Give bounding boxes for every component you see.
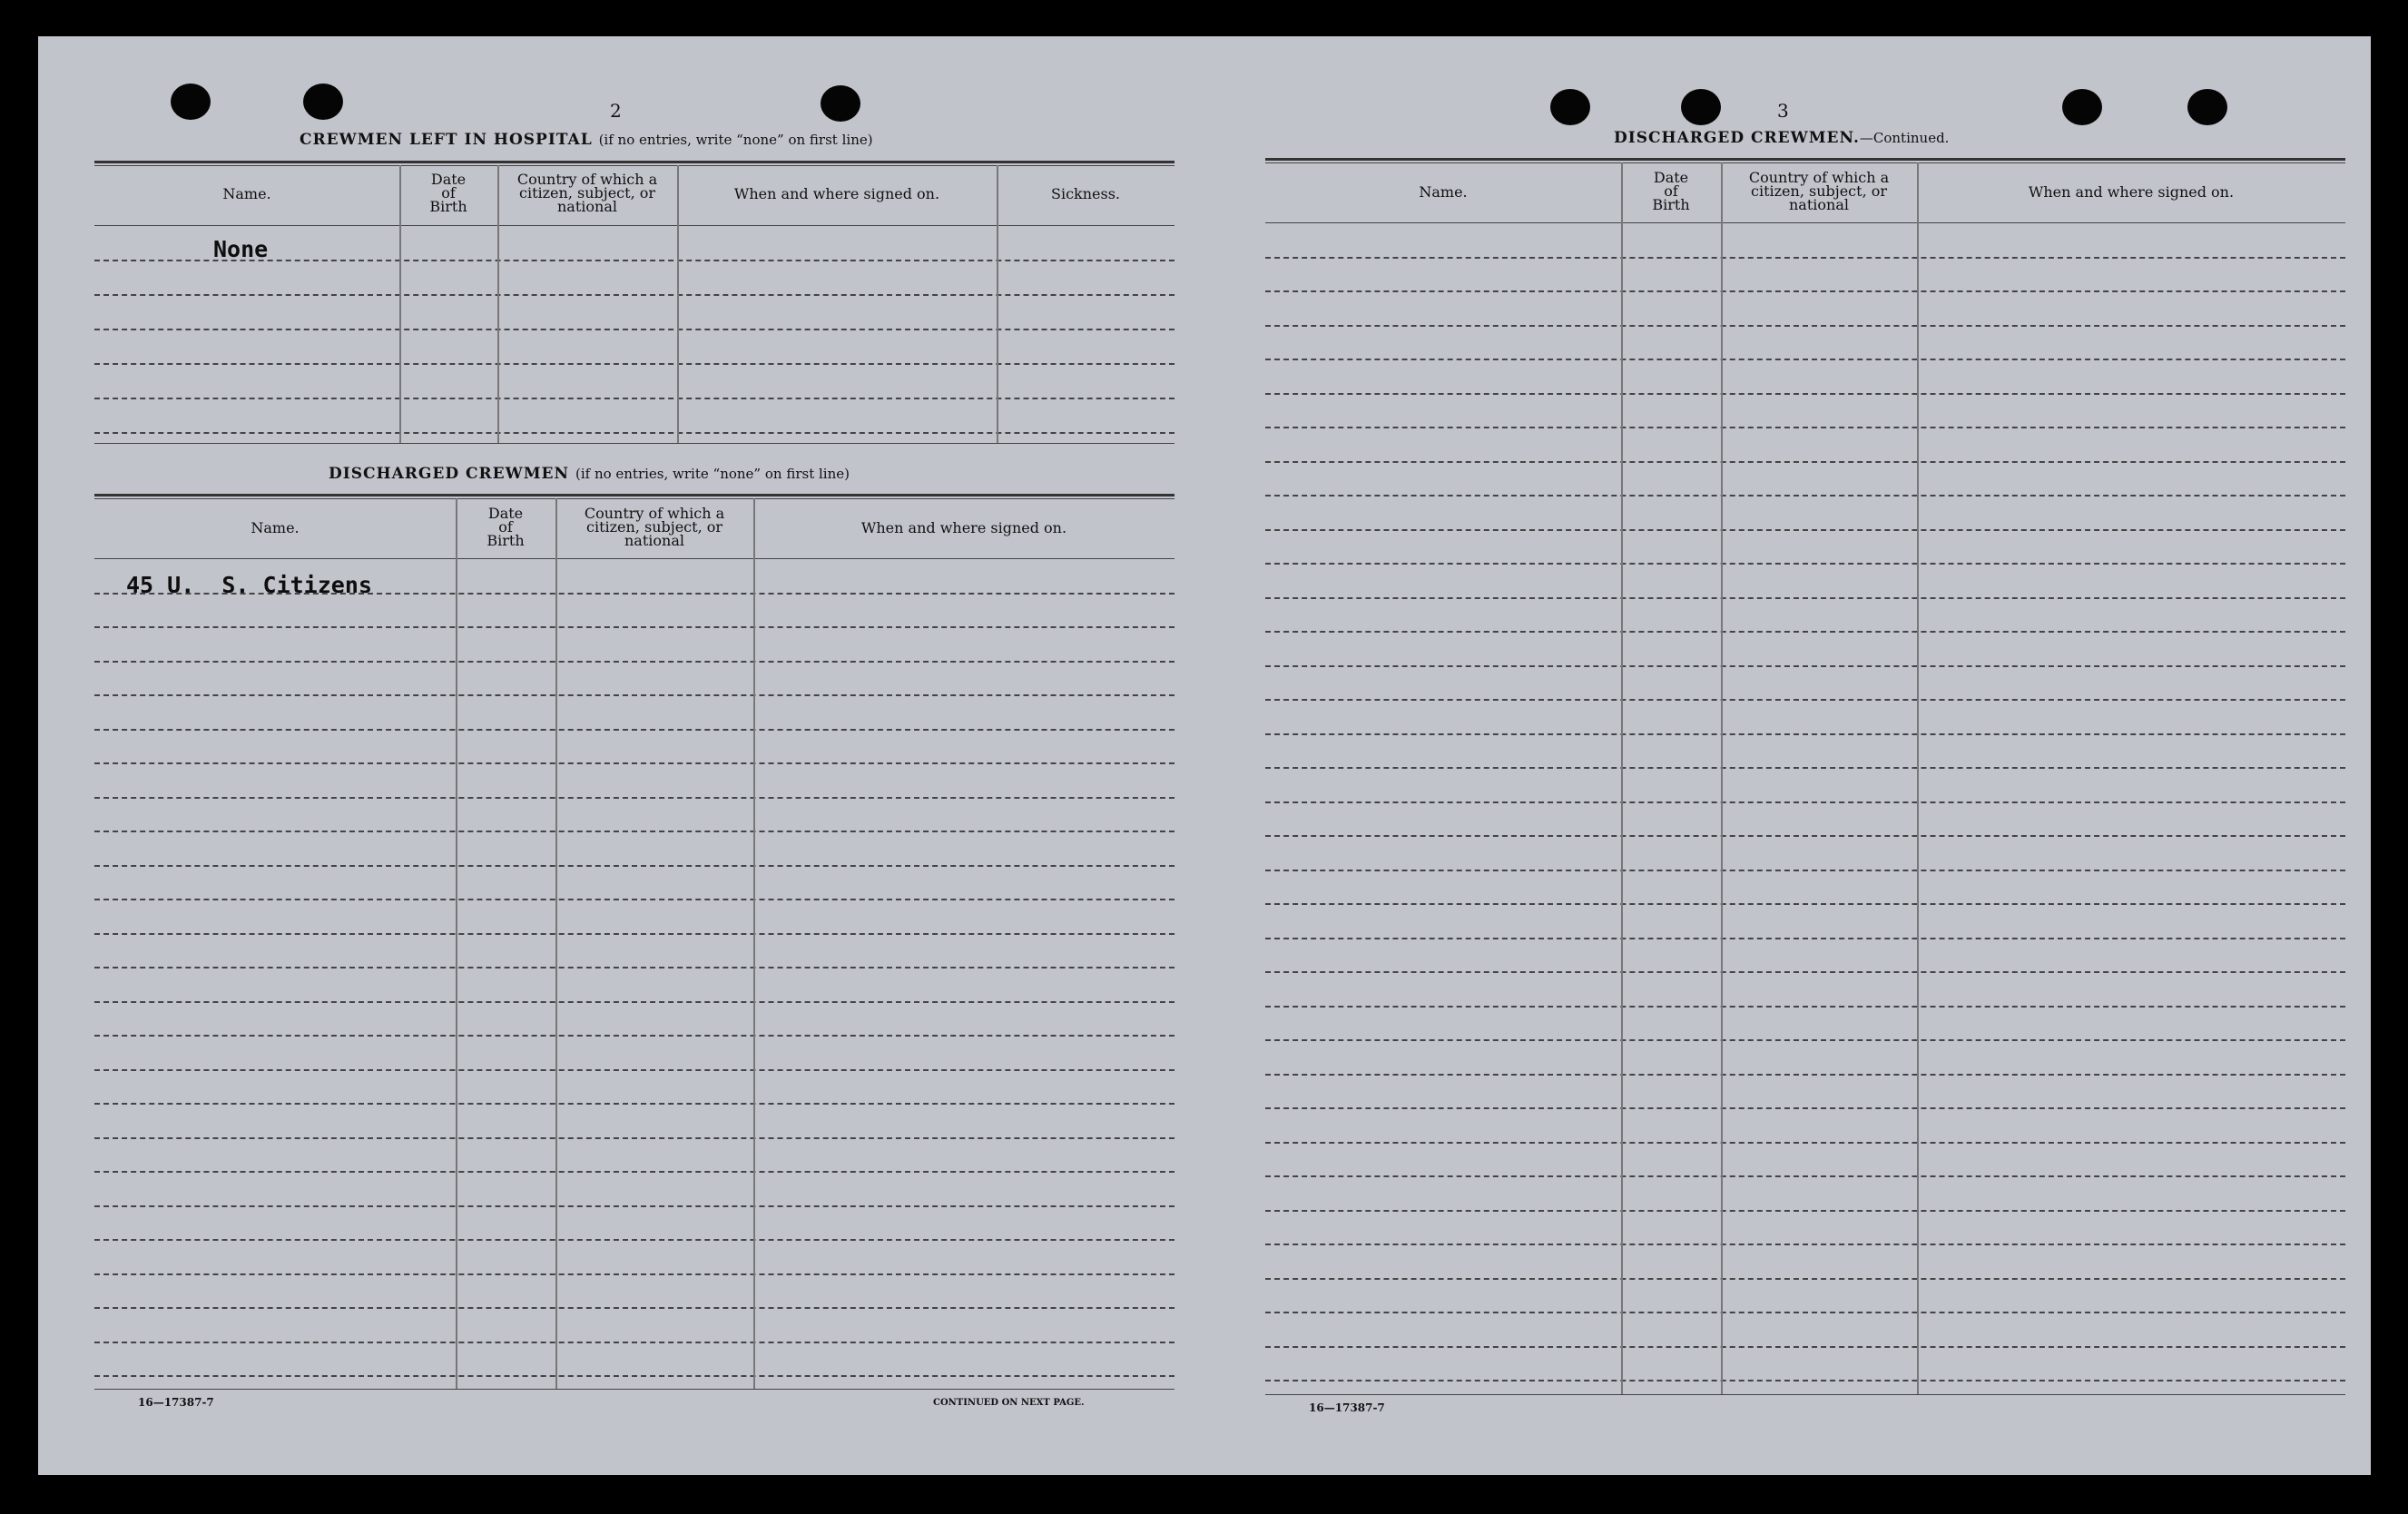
form-number-right: 16—17387-7 bbox=[1309, 1401, 1385, 1414]
right-col-dob: Date of Birth bbox=[1652, 169, 1690, 213]
discharged-col-name: Name. bbox=[251, 519, 300, 536]
ruled-line bbox=[1265, 1142, 2345, 1144]
ruled-line bbox=[1265, 529, 2345, 531]
ruled-line bbox=[94, 1342, 1175, 1343]
right-section-title: DISCHARGED CREWMEN.—Continued. bbox=[1614, 129, 1950, 147]
ruled-line bbox=[1265, 1380, 2345, 1381]
ruled-line bbox=[1265, 1107, 2345, 1109]
punch-hole bbox=[171, 84, 211, 120]
punch-hole bbox=[2062, 89, 2102, 125]
ruled-line bbox=[94, 729, 1175, 731]
discharged-col-dob: Date of Birth bbox=[487, 505, 525, 549]
ruled-line bbox=[94, 865, 1175, 867]
ruled-line bbox=[94, 363, 1175, 365]
hospital-col-country: Country of which a citizen, subject, or national bbox=[516, 171, 658, 215]
ruled-line bbox=[1265, 665, 2345, 667]
ruled-line bbox=[94, 1103, 1175, 1105]
page-number-right: 3 bbox=[1777, 100, 1789, 122]
ruled-line bbox=[94, 762, 1175, 764]
ruled-line bbox=[94, 432, 1175, 434]
discharged-col-signed: When and where signed on. bbox=[860, 519, 1067, 536]
ruled-line bbox=[1265, 1346, 2345, 1348]
ruled-line bbox=[1265, 597, 2345, 599]
ruled-line bbox=[94, 1171, 1175, 1173]
hospital-col-signed: When and where signed on. bbox=[733, 185, 940, 202]
ruled-line bbox=[94, 1137, 1175, 1139]
ruled-line bbox=[94, 1307, 1175, 1309]
ruled-line bbox=[1265, 733, 2345, 735]
continued-note: CONTINUED ON NEXT PAGE. bbox=[933, 1398, 1085, 1408]
ruled-line bbox=[1265, 1312, 2345, 1313]
hospital-col-name: Name. bbox=[222, 185, 271, 202]
ruled-line bbox=[94, 1069, 1175, 1071]
right-col-signed: When and where signed on. bbox=[2028, 183, 2235, 201]
ruled-line bbox=[1265, 1244, 2345, 1245]
ruled-line bbox=[1265, 427, 2345, 428]
ruled-line bbox=[1265, 870, 2345, 871]
ruled-line bbox=[94, 797, 1175, 799]
hospital-col-dob: Date of Birth bbox=[429, 171, 467, 215]
right-col-country: Country of which a citizen, subject, or national bbox=[1748, 169, 1890, 213]
ruled-line bbox=[1265, 1039, 2345, 1041]
ruled-line bbox=[1265, 1210, 2345, 1212]
punch-hole bbox=[821, 85, 860, 122]
ruled-line bbox=[1265, 359, 2345, 360]
ruled-line bbox=[1265, 325, 2345, 327]
ruled-line bbox=[94, 1239, 1175, 1241]
ruled-line bbox=[1265, 1175, 2345, 1177]
ruled-line bbox=[1265, 257, 2345, 259]
ruled-line bbox=[1265, 290, 2345, 292]
form-number-left: 16—17387-7 bbox=[138, 1396, 214, 1409]
ruled-line bbox=[94, 1205, 1175, 1207]
ruled-line bbox=[1265, 1074, 2345, 1076]
ruled-line bbox=[1265, 903, 2345, 905]
hospital-section-title: CREWMEN LEFT IN HOSPITAL (if no entries, write “none” on first line) bbox=[300, 131, 873, 149]
ruled-line bbox=[1265, 699, 2345, 701]
ruled-line bbox=[1265, 938, 2345, 939]
ruled-line bbox=[1265, 971, 2345, 973]
ruled-line bbox=[1265, 801, 2345, 803]
ruled-line bbox=[1265, 835, 2345, 837]
discharged-section-title: DISCHARGED CREWMEN (if no entries, write “none” on first line) bbox=[329, 465, 850, 483]
ruled-line bbox=[94, 1375, 1175, 1377]
punch-hole bbox=[1681, 89, 1721, 125]
ruled-line bbox=[1265, 461, 2345, 463]
ruled-line bbox=[94, 294, 1175, 296]
ruled-line bbox=[1265, 495, 2345, 496]
ruled-line bbox=[94, 899, 1175, 900]
ruled-line bbox=[94, 1273, 1175, 1275]
discharged-col-country: Country of which a citizen, subject, or national bbox=[584, 505, 725, 549]
ruled-line bbox=[94, 1001, 1175, 1003]
hospital-col-sickness: Sickness. bbox=[1050, 185, 1120, 202]
ruled-line bbox=[1265, 1006, 2345, 1008]
manifest-paper bbox=[38, 36, 2371, 1475]
ruled-line bbox=[1265, 393, 2345, 395]
ruled-line bbox=[94, 1035, 1175, 1037]
ruled-line bbox=[94, 967, 1175, 968]
ruled-line bbox=[1265, 767, 2345, 769]
hospital-entry: None bbox=[213, 236, 269, 262]
ruled-line bbox=[1265, 563, 2345, 565]
punch-hole bbox=[303, 84, 343, 120]
ruled-line bbox=[1265, 1278, 2345, 1280]
punch-hole bbox=[2187, 89, 2227, 125]
ruled-line bbox=[94, 329, 1175, 330]
page-number-left: 2 bbox=[610, 100, 622, 122]
ruled-line bbox=[94, 933, 1175, 935]
ruled-line bbox=[94, 694, 1175, 696]
punch-hole bbox=[1550, 89, 1590, 125]
ruled-line bbox=[94, 831, 1175, 832]
ruled-line bbox=[94, 626, 1175, 628]
ruled-line bbox=[94, 661, 1175, 663]
ruled-line bbox=[1265, 631, 2345, 633]
ruled-line bbox=[94, 398, 1175, 399]
right-col-name: Name. bbox=[1419, 183, 1468, 201]
discharged-entry: 45 U. S. Citizens bbox=[126, 572, 372, 598]
